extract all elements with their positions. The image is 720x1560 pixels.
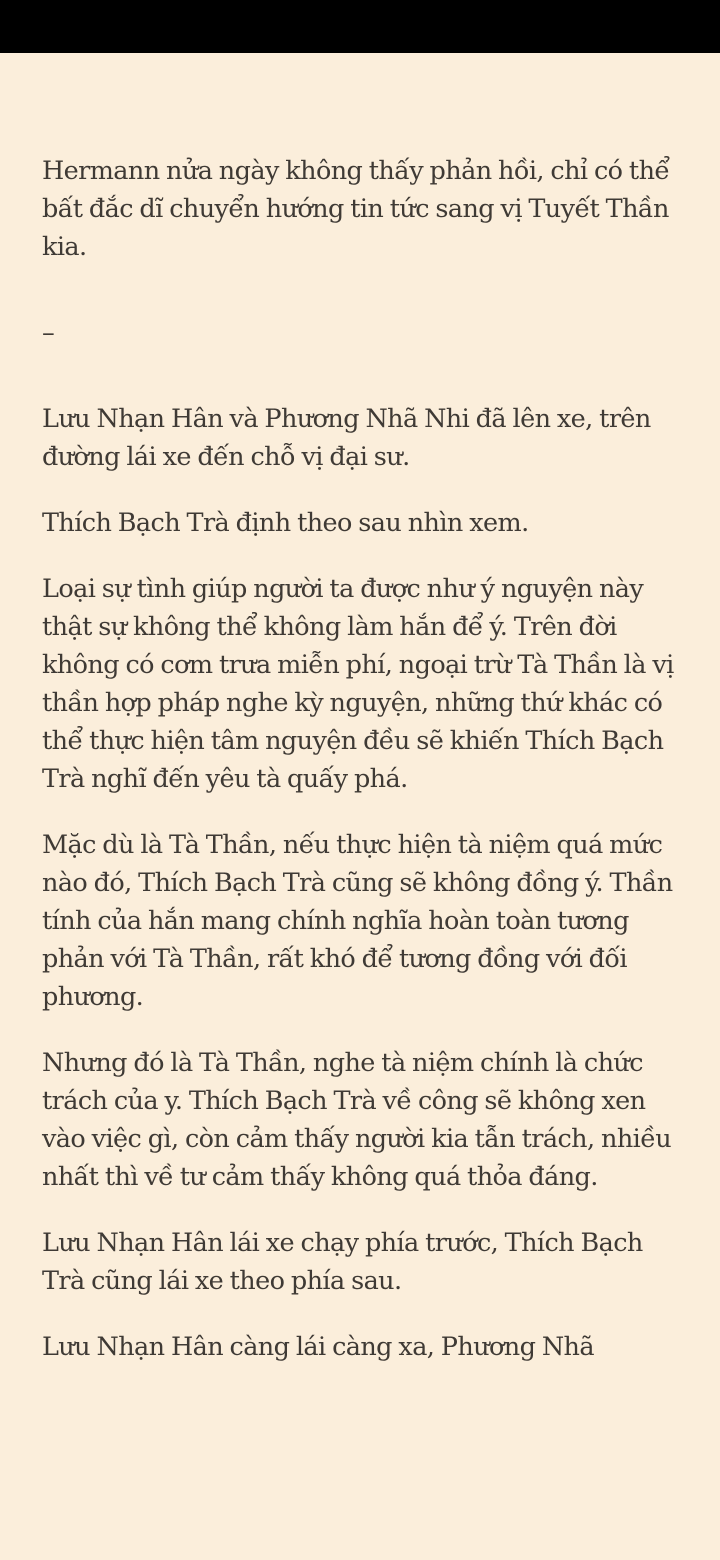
paragraph: Loại sự tình giúp người ta được như ý nguyện này thật sự không thể không làm hắn để ý. Trên đời không có cơm trưa miễn phí, ngoại trừ Tà Thần là vị thần hợp pháp nghe kỳ nguyện, những thứ khác có thể thực hiện tâm nguyện đều sẽ khiến Thích Bạch Trà nghĩ đến yêu tà quấy phá.	[42, 574, 674, 794]
section-separator: –	[42, 318, 55, 348]
paragraph: Nhưng đó là Tà Thần, nghe tà niệm chính là chức trách của y. Thích Bạch Trà về công sẽ không xen vào việc gì, còn cảm thấy người kia tẫn trách, nhiều nhất thì về tư cảm thấy không quá thỏa đáng.	[42, 1048, 672, 1192]
paragraph: Hermann nửa ngày không thấy phản hồi, chỉ có thể bất đắc dĩ chuyển hướng tin tức sang vị Tuyết Thần kia.	[42, 156, 670, 262]
paragraph: Mặc dù là Tà Thần, nếu thực hiện tà niệm quá mức nào đó, Thích Bạch Trà cũng sẽ không đồng ý. Thần tính của hắn mang chính nghĩa hoàn toàn tương phản với Tà Thần, rất khó để tương đồng với đối phương.	[42, 830, 673, 1012]
paragraph: Lưu Nhạn Hân lái xe chạy phía trước, Thích Bạch Trà cũng lái xe theo phía sau.	[42, 1228, 643, 1296]
status-bar	[0, 0, 720, 53]
paragraph: Thích Bạch Trà định theo sau nhìn xem.	[42, 508, 529, 538]
reader-page[interactable]	[0, 53, 720, 1560]
paragraph: Lưu Nhạn Hân càng lái càng xa, Phương Nhã	[42, 1332, 594, 1362]
paragraph: Lưu Nhạn Hân và Phương Nhã Nhi đã lên xe, trên đường lái xe đến chỗ vị đại sư.	[42, 404, 651, 472]
chapter-text	[42, 152, 682, 1394]
